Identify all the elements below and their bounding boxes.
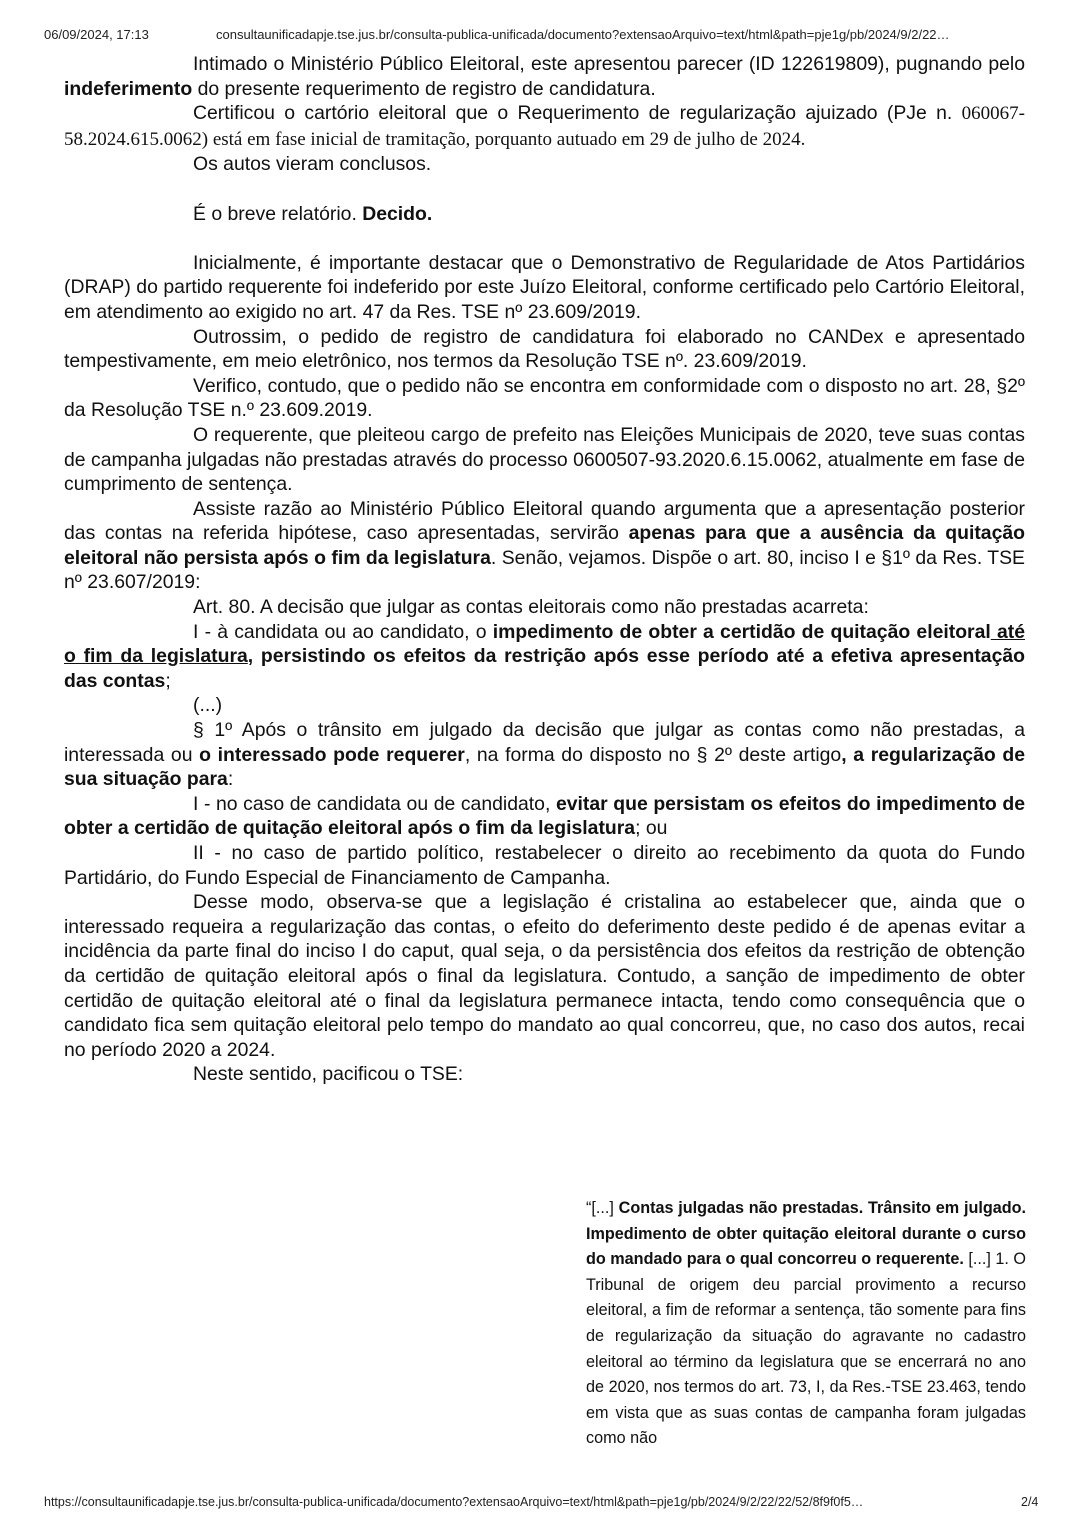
paragraph-drap: Inicialmente, é importante destacar que o Demonstrativo de Regularidade de Atos Partidários (DRAP) do partido requerente foi indeferido por este Juízo Eleitoral, conforme certificado pelo Cartório Eleitoral, em atendimento ao exigido no art. 47 da Res. TSE nº 23.609/2019.	[64, 251, 1025, 323]
paragraph-relatorio: É o breve relatório. Decido.	[193, 202, 433, 225]
paragraph-inciso-i: I - à candidata ou ao candidato, o impedimento de obter a certidão de quitação eleitoral até o fim da legislatura, persistindo os efeitos da restrição após esse período até a efetiva apresentação das contas;	[64, 620, 1026, 692]
print-footer-url: https://consultaunificadapje.tse.jus.br/consulta-publica-unificada/documento?extensaoArquivo=text/html&path=pje1g/pb/2024/9/2/22/22/52/8f9f0f5…	[44, 1495, 864, 1509]
paragraph-conclusos: Os autos vieram conclusos.	[193, 153, 432, 176]
page-number: 2/4	[1021, 1495, 1039, 1509]
paragraph-cartorio: Certificou o cartório eleitoral que o Requerimento de regularização ajuizado (PJe n. 060067-58.2024.615.0062) está em fase inicial de tramitação, porquanto autuado em 29 de julho de 2024.	[64, 102, 1025, 150]
paragraph-art80: Art. 80. A decisão que julgar as contas eleitorais como não prestadas acarreta:	[193, 596, 869, 619]
jurisprudence-quote: “[...] Contas julgadas não prestadas. Trânsito em julgado. Impedimento de obter quitação eleitoral durante o curso do mandado para o qual concorreu o requerente. [...] 1. O Tribunal de origem deu parcial provimento a recurso eleitoral, a fim de reformar a sentença, tão somente para fins de regularização da situação do agravante no cadastro eleitoral ao término da legislatura que se encerrará no ano de 2020, nos termos do art. 73, I, da Res.-TSE 23.463, tendo em vista que as suas contas de campanha foram julgadas como não	[586, 1199, 1026, 1448]
paragraph-neste-sentido: Neste sentido, pacificou o TSE:	[193, 1063, 464, 1086]
paragraph-inciso-ii: II - no caso de partido político, restabelecer o direito ao recebimento da quota do Fundo Partidário, do Fundo Especial de Financiamento de Campanha.	[64, 842, 1025, 889]
print-header-url: consultaunificadapje.tse.jus.br/consulta-publica-unificada/documento?extensaoArquivo=text/html&path=pje1g/pb/2024/9/2/22…	[216, 27, 950, 42]
document-body	[64, 52, 1025, 1087]
paragraph-candex: Outrossim, o pedido de registro de candidatura foi elaborado no CANDex e apresentado tempestivamente, em meio eletrônico, nos termos da Resolução TSE nº. 23.609/2019.	[64, 325, 1025, 373]
paragraph-conformidade: Verifico, contudo, que o pedido não se encontra em conformidade com o disposto no art. 28, §2º da Resolução TSE n.º 23.609.2019.	[64, 374, 1025, 422]
paragraph-assiste-razao: Assiste razão ao Ministério Público Eleitoral quando argumenta que a apresentação posterior das contas na referida hipótese, caso apresentadas, servirão apenas para que a ausência da quitação eleitoral não persista após o fim da legislatura. Senão, vejamos. Dispõe o art. 80, inciso I e §1º da Res. TSE nº 23.607/2019:	[64, 497, 1025, 594]
paragraph-paragrafo-1: § 1º Após o trânsito em julgado da decisão que julgar as contas como não prestadas, a interessada ou o interessado pode requerer, na forma do disposto no § 2º deste artigo, a regularização de sua situação para:	[64, 719, 1025, 791]
paragraph-requerente: O requerente, que pleiteou cargo de prefeito nas Eleições Municipais de 2020, teve suas contas de campanha julgadas não prestadas através do processo 0600507-93.2020.6.15.0062, atualmente em fase de cumprimento de sentença.	[64, 423, 1025, 496]
paragraph-parecer: Intimado o Ministério Público Eleitoral, este apresentou parecer (ID 122619809), pugnando pelo indeferimento do presente requerimento de registro de candidatura.	[64, 53, 1025, 100]
paragraph-ellipsis: (...)	[193, 694, 223, 717]
paragraph-desse-modo: Desse modo, observa-se que a legislação é cristalina ao estabelecer que, ainda que o interessado requeira a regularização das contas, o efeito do deferimento deste pedido é de apenas evitar a incidência da parte final do inciso I do caput, qual seja, o da persistência dos efeitos da restrição de obtenção da certidão de quitação eleitoral após o final da legislatura. Contudo, a sanção de impedimento de obter certidão de quitação eleitoral até o final da legislatura permanece intacta, tendo como consequência que o candidato fica sem quitação eleitoral pelo tempo do mandato ao qual concorreu, que, no caso dos autos, recai no período 2020 a 2024.	[64, 891, 1025, 1061]
print-datetime: 06/09/2024, 17:13	[44, 27, 149, 42]
paragraph-inciso-i-candidato: I - no caso de candidata ou de candidato, evitar que persistam os efeitos do impedimento de obter a certidão de quitação eleitoral após o fim da legislatura; ou	[64, 792, 1025, 840]
